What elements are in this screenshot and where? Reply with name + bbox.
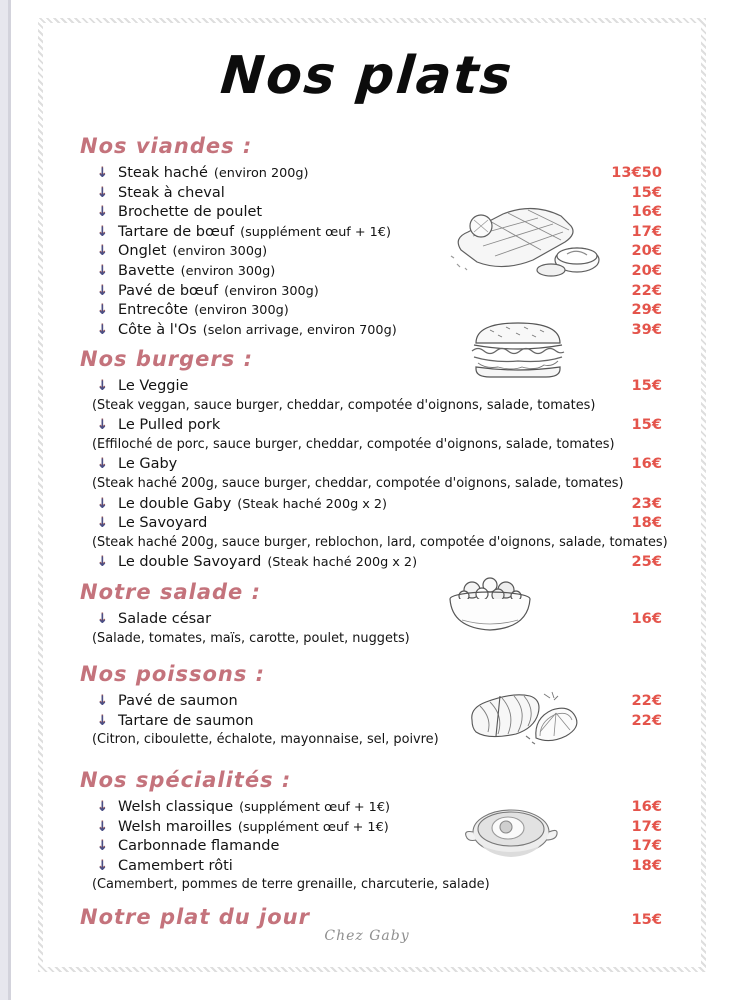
menu-item-price: 17€ [631, 837, 662, 855]
down-arrow-bullet-icon: ↓ [97, 713, 108, 729]
down-arrow-bullet-icon: ↓ [97, 185, 108, 201]
menu-item-price: 22€ [631, 692, 662, 709]
page-title: Nos plats [218, 46, 516, 106]
page-left-edge-line [8, 0, 11, 1000]
down-arrow-bullet-icon: ↓ [97, 283, 108, 299]
section-title: Nos burgers : [80, 347, 253, 371]
menu-item-name: Le Pulled pork [118, 417, 221, 434]
steak-sketch-icon [443, 198, 613, 286]
menu-item-row [80, 320, 662, 340]
down-arrow-bullet-icon: ↓ [97, 224, 108, 240]
plat-du-jour-title: Notre plat du jour [80, 905, 310, 929]
menu-item-price: 17€ [631, 222, 662, 240]
menu-item-price: 22€ [631, 281, 662, 299]
menu-item-note: (environ 200g) [213, 166, 309, 181]
section-title: Nos viandes : [80, 134, 253, 158]
section-salade [80, 580, 662, 648]
menu-item-row [80, 415, 662, 435]
menu-item-row [80, 552, 662, 572]
menu-item-row [80, 300, 662, 320]
menu-item-price: 13€50 [611, 164, 662, 181]
menu-item-name: Entrecôte [118, 302, 189, 319]
menu-item-row [80, 454, 662, 474]
menu-item-name: Pavé de bœuf [118, 282, 219, 299]
menu-item-row [80, 817, 662, 837]
plat-du-jour-row [80, 905, 662, 929]
menu-item-note: (Steak haché 200g x 2) [267, 555, 418, 571]
down-arrow-bullet-icon: ↓ [97, 418, 108, 434]
down-arrow-bullet-icon: ↓ [97, 839, 108, 855]
section-title: Notre salade : [80, 580, 261, 604]
menu-item-note: (environ 300g) [194, 303, 289, 319]
menu-item-price: 15€ [631, 377, 662, 394]
down-arrow-bullet-icon: ↓ [97, 800, 108, 815]
menu-item-price: 29€ [631, 301, 662, 319]
down-arrow-bullet-icon: ↓ [97, 457, 108, 473]
menu-item-name: Steak à cheval [118, 184, 225, 201]
menu-item-description: (Steak veggan, sauce burger, cheddar, compotée d'oignons, salade, tomates) [92, 397, 596, 413]
menu-item-price: 23€ [631, 494, 662, 512]
section-title: Nos poissons : [80, 662, 266, 686]
menu-item-name: Côte à l'Os [118, 321, 197, 338]
menu-item-note: (environ 300g) [180, 263, 276, 279]
menu-item-description: (Steak haché 200g, sauce burger, cheddar, compotée d'oignons, salade, tomates) [92, 475, 624, 491]
menu-item-name: Pavé de saumon [118, 693, 238, 709]
down-arrow-bullet-icon: ↓ [97, 858, 108, 874]
menu-item-row [80, 513, 662, 533]
down-arrow-bullet-icon: ↓ [97, 379, 108, 394]
section-specialites [80, 768, 662, 895]
menu-item-row [80, 494, 662, 514]
menu-item-name: Brochette de poulet [118, 204, 263, 221]
menu-item-price: 18€ [631, 514, 662, 532]
menu-item-description: (Camembert, pommes de terre grenaille, charcuterie, salade) [92, 877, 490, 893]
restaurant-name: Chez Gaby [324, 928, 410, 944]
menu-item-name: Tartare de bœuf [118, 223, 235, 240]
menu-item-name: Bavette [118, 262, 175, 279]
menu-item-name: Le Veggie [118, 378, 189, 394]
section-burgers [80, 347, 668, 572]
menu-item-price: 17€ [631, 817, 662, 835]
menu-item-price: 39€ [631, 320, 662, 338]
menu-item-price: 18€ [631, 856, 662, 874]
burger-sketch-icon [464, 317, 572, 381]
menu-item-row [80, 609, 662, 629]
menu-item-description: (Effiloché de porc, sauce burger, cheddar, compotée d'oignons, salade, tomates) [92, 436, 615, 452]
menu-item-name: Steak haché [118, 165, 208, 181]
menu-item-row [80, 376, 662, 396]
down-arrow-bullet-icon: ↓ [97, 322, 108, 338]
menu-item-note: (supplément œuf + 1€) [240, 224, 391, 240]
down-arrow-bullet-icon: ↓ [97, 612, 108, 627]
menu-item-name: Le Savoyard [118, 515, 208, 532]
down-arrow-bullet-icon: ↓ [97, 496, 108, 512]
section-title: Nos spécialités : [80, 768, 292, 792]
page-left-edge [0, 0, 8, 1000]
menu-item-name: Le double Savoyard [118, 554, 262, 571]
menu-item-name: Onglet [118, 243, 167, 260]
menu-item-price: 15€ [631, 416, 662, 434]
menu-item-note: (supplément œuf + 1€) [237, 819, 389, 835]
menu-item-note: (Steak haché 200g x 2) [237, 496, 388, 512]
menu-item-name: Carbonnade flamande [118, 838, 280, 855]
down-arrow-bullet-icon: ↓ [97, 555, 108, 571]
menu-item-row [80, 836, 662, 856]
menu-item-description: (Salade, tomates, maïs, carotte, poulet, nuggets) [92, 630, 410, 646]
menu-item-note: (environ 300g) [172, 244, 268, 260]
menu-item-row [80, 856, 662, 876]
down-arrow-bullet-icon: ↓ [97, 166, 108, 181]
salad-bowl-sketch-icon [442, 576, 538, 634]
down-arrow-bullet-icon: ↓ [97, 244, 108, 260]
down-arrow-bullet-icon: ↓ [97, 694, 108, 709]
menu-item-note: (environ 300g) [224, 283, 319, 299]
menu-item-row [80, 797, 662, 817]
salmon-lemon-sketch-icon [466, 684, 582, 748]
welsh-dish-sketch-icon [460, 802, 562, 864]
menu-item-price: 15€ [631, 183, 662, 201]
menu-item-name: Le Gaby [118, 456, 178, 473]
down-arrow-bullet-icon: ↓ [97, 819, 108, 835]
menu-item-price: 20€ [631, 242, 662, 260]
menu-item-price: 22€ [631, 711, 662, 729]
menu-item-name: Le double Gaby [118, 495, 232, 512]
menu-item-description: (Steak haché 200g, sauce burger, reblochon, lard, compotée d'oignons, salade, tomates) [92, 534, 668, 550]
menu-item-name: Welsh maroilles [118, 818, 232, 835]
menu-item-name: Tartare de saumon [118, 712, 254, 729]
menu-item-price: 20€ [631, 261, 662, 279]
menu-item-row [80, 163, 662, 183]
menu-item-description: (Citron, ciboulette, échalote, mayonnaise, sel, poivre) [92, 732, 439, 748]
menu-item-name: Salade césar [118, 611, 212, 627]
down-arrow-bullet-icon: ↓ [97, 263, 108, 279]
menu-item-note: (selon arrivage, environ 700g) [202, 322, 397, 338]
menu-item-price: 16€ [631, 455, 662, 473]
menu-item-name: Camembert rôti [118, 857, 233, 874]
menu-item-price: 25€ [631, 553, 662, 571]
down-arrow-bullet-icon: ↓ [97, 303, 108, 319]
menu-item-price: 16€ [631, 203, 662, 221]
menu-item-note: (supplément œuf + 1€) [239, 800, 390, 815]
menu-item-price: 16€ [631, 798, 662, 815]
down-arrow-bullet-icon: ↓ [97, 516, 108, 532]
plat-du-jour-price: 15€ [631, 911, 662, 928]
menu-item-name: Welsh classique [118, 799, 234, 815]
down-arrow-bullet-icon: ↓ [97, 205, 108, 221]
menu-item-price: 16€ [631, 610, 662, 627]
